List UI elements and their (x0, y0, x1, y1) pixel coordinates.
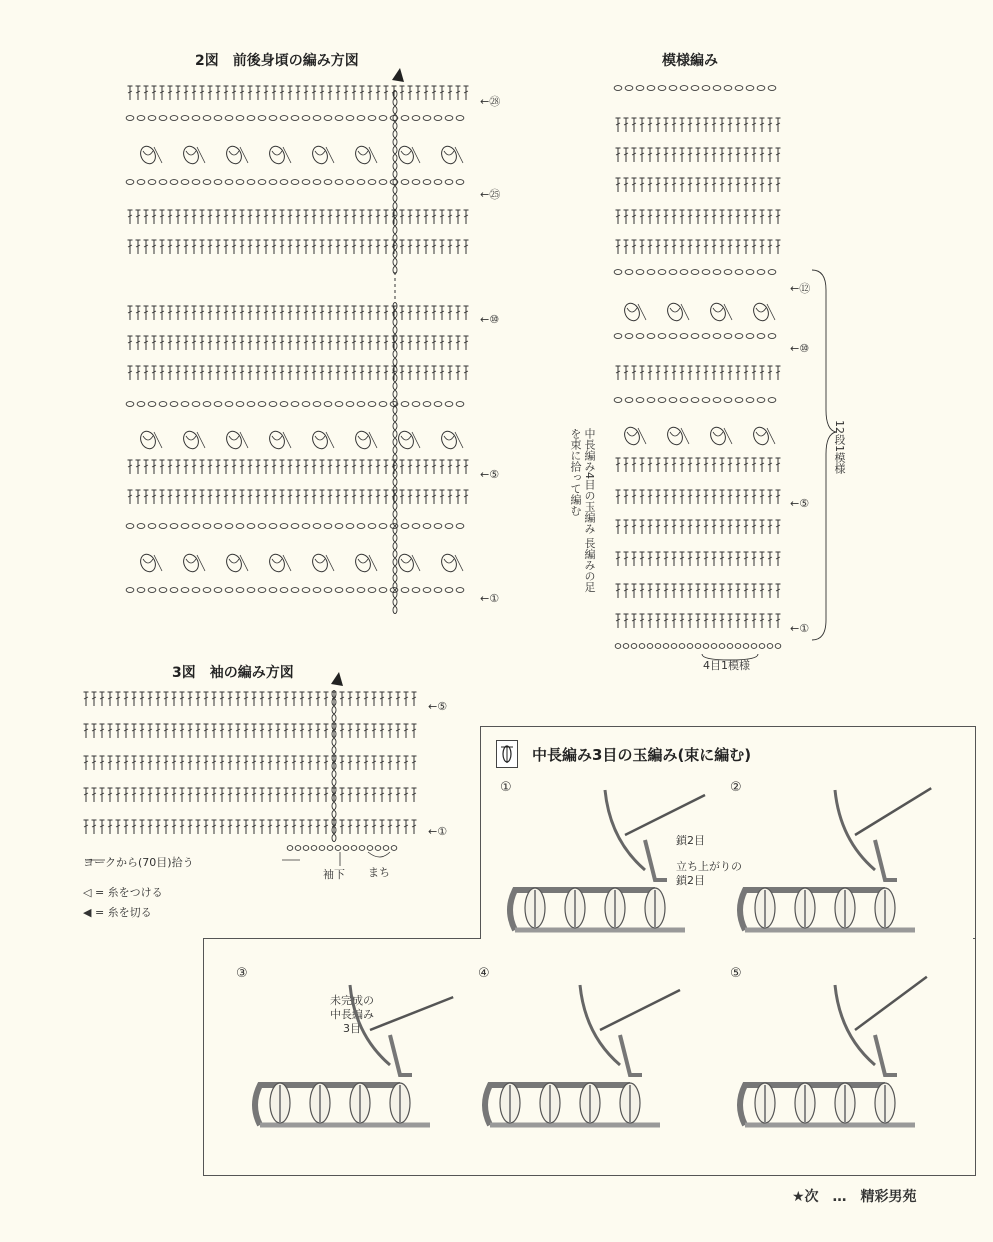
pattern-row-9 (616, 366, 781, 380)
fig2-row-4 (128, 490, 469, 504)
puff-stitch-symbol-icon (496, 740, 518, 768)
step1-note-chain2: 鎖2目 (676, 834, 705, 847)
fig2-row-25-label: ←㉕ (480, 188, 501, 201)
pattern-note: 中長編み4目の玉編み 長編みの足を束に拾って編む (569, 428, 596, 593)
pattern-row-12 (614, 270, 776, 275)
fig2-row-7 (126, 402, 464, 407)
step-2-number: ② (730, 780, 742, 795)
fig2-row-27 (126, 116, 464, 121)
fig2-row-9 (128, 336, 469, 350)
pattern-title: 模様編み (662, 53, 718, 69)
step-3-illustration (240, 975, 480, 1155)
fig3-row-1 (84, 820, 417, 834)
pattern-row-e (616, 240, 781, 254)
fig2-row-10 (128, 306, 469, 320)
fig3-title: 3図 袖の編み方図 (172, 665, 294, 681)
howto-title: 中長編み3目の玉編み(束に編む) (532, 746, 752, 764)
pattern-row-5-label: ←⑤ (790, 497, 810, 510)
fig2-row-28-label: ←㉘ (480, 95, 501, 108)
fig2-row-8 (128, 366, 469, 380)
pattern-row-d (616, 210, 781, 224)
fig2-row-3 (126, 524, 464, 529)
step-4-illustration (470, 975, 720, 1155)
legend-attach: ◁ = 糸をつける (83, 886, 163, 899)
pattern-row-10 (614, 334, 776, 339)
step-5-number: ⑤ (730, 966, 742, 981)
step-3-number: ③ (236, 966, 248, 981)
fig3-row-5 (84, 692, 417, 706)
fig2-row-25 (126, 180, 464, 185)
pattern-row-12-label: ←⑫ (790, 282, 811, 295)
fig2-title: 2図 前後身頃の編み方図 (195, 53, 359, 69)
step1-note-turning: 立ち上がりの (676, 860, 742, 873)
fig2-row-10-label: ←⑩ (480, 313, 500, 326)
step-2-illustration (725, 780, 965, 940)
pattern-row-11 (622, 301, 775, 323)
legend-cut: ◀ = 糸を切る (83, 906, 152, 919)
step3-note-a: 未完成の (330, 994, 374, 1007)
step-1-number: ① (500, 780, 512, 795)
pattern-row-10-label: ←⑩ (790, 342, 810, 355)
fig2-row-2 (138, 552, 463, 574)
fig3-row-5-label: ←⑤ (428, 700, 448, 713)
pattern-foundation-chain (615, 644, 781, 649)
pattern-row-2 (616, 584, 781, 598)
fig2-row-1-label: ←① (480, 592, 500, 605)
pattern-row-c (616, 178, 781, 192)
step-4-number: ④ (478, 966, 490, 981)
fig2-row-23 (128, 240, 469, 254)
pattern-row-8 (614, 398, 776, 403)
step-1-illustration (495, 780, 725, 940)
pattern-row-b (616, 148, 781, 162)
fig3-row-1-label: ←① (428, 825, 448, 838)
pattern-row-1 (616, 614, 781, 628)
fig3-pickup-note: ヨークから(70目)拾う (83, 856, 194, 869)
fig3-gusset-chain (287, 846, 397, 851)
fig2-row-28 (128, 86, 469, 100)
fig2-row-1 (126, 588, 464, 593)
pattern-row-4 (616, 520, 781, 534)
fig3-underarm-label: 袖下 (323, 868, 345, 881)
fig3-row-4 (84, 724, 417, 738)
fig2-row-26 (138, 144, 463, 166)
pattern-row-3 (616, 552, 781, 566)
pattern-repeat-rows: 12段1模様 (833, 420, 846, 474)
fig2-row-6 (138, 429, 463, 451)
fig2-row-5-label: ←⑤ (480, 468, 500, 481)
pattern-row-6 (616, 458, 781, 472)
fig3-gusset-label: まち (368, 866, 390, 879)
pattern-row-7 (622, 425, 775, 447)
fig2-row-24 (128, 210, 469, 224)
step3-note-c: 3目 (343, 1022, 361, 1035)
pattern-row-1-label: ←① (790, 622, 810, 635)
step3-note-b: 中長編み (330, 1008, 374, 1021)
footer-text: ★次 … 精彩男苑 (792, 1189, 917, 1205)
fig2-seam-bottom (393, 303, 397, 614)
pattern-row-a (616, 118, 781, 132)
fig3-row-2 (84, 788, 417, 802)
pattern-row-top-chain (614, 86, 776, 91)
fig2-row-5 (128, 460, 469, 474)
step1-note-chain2b: 鎖2目 (676, 874, 705, 887)
pattern-row-5 (616, 490, 781, 504)
step-5-illustration (725, 975, 965, 1155)
pattern-repeat-stitches: 4目1模様 (703, 659, 750, 672)
fig3-row-3 (84, 756, 417, 770)
